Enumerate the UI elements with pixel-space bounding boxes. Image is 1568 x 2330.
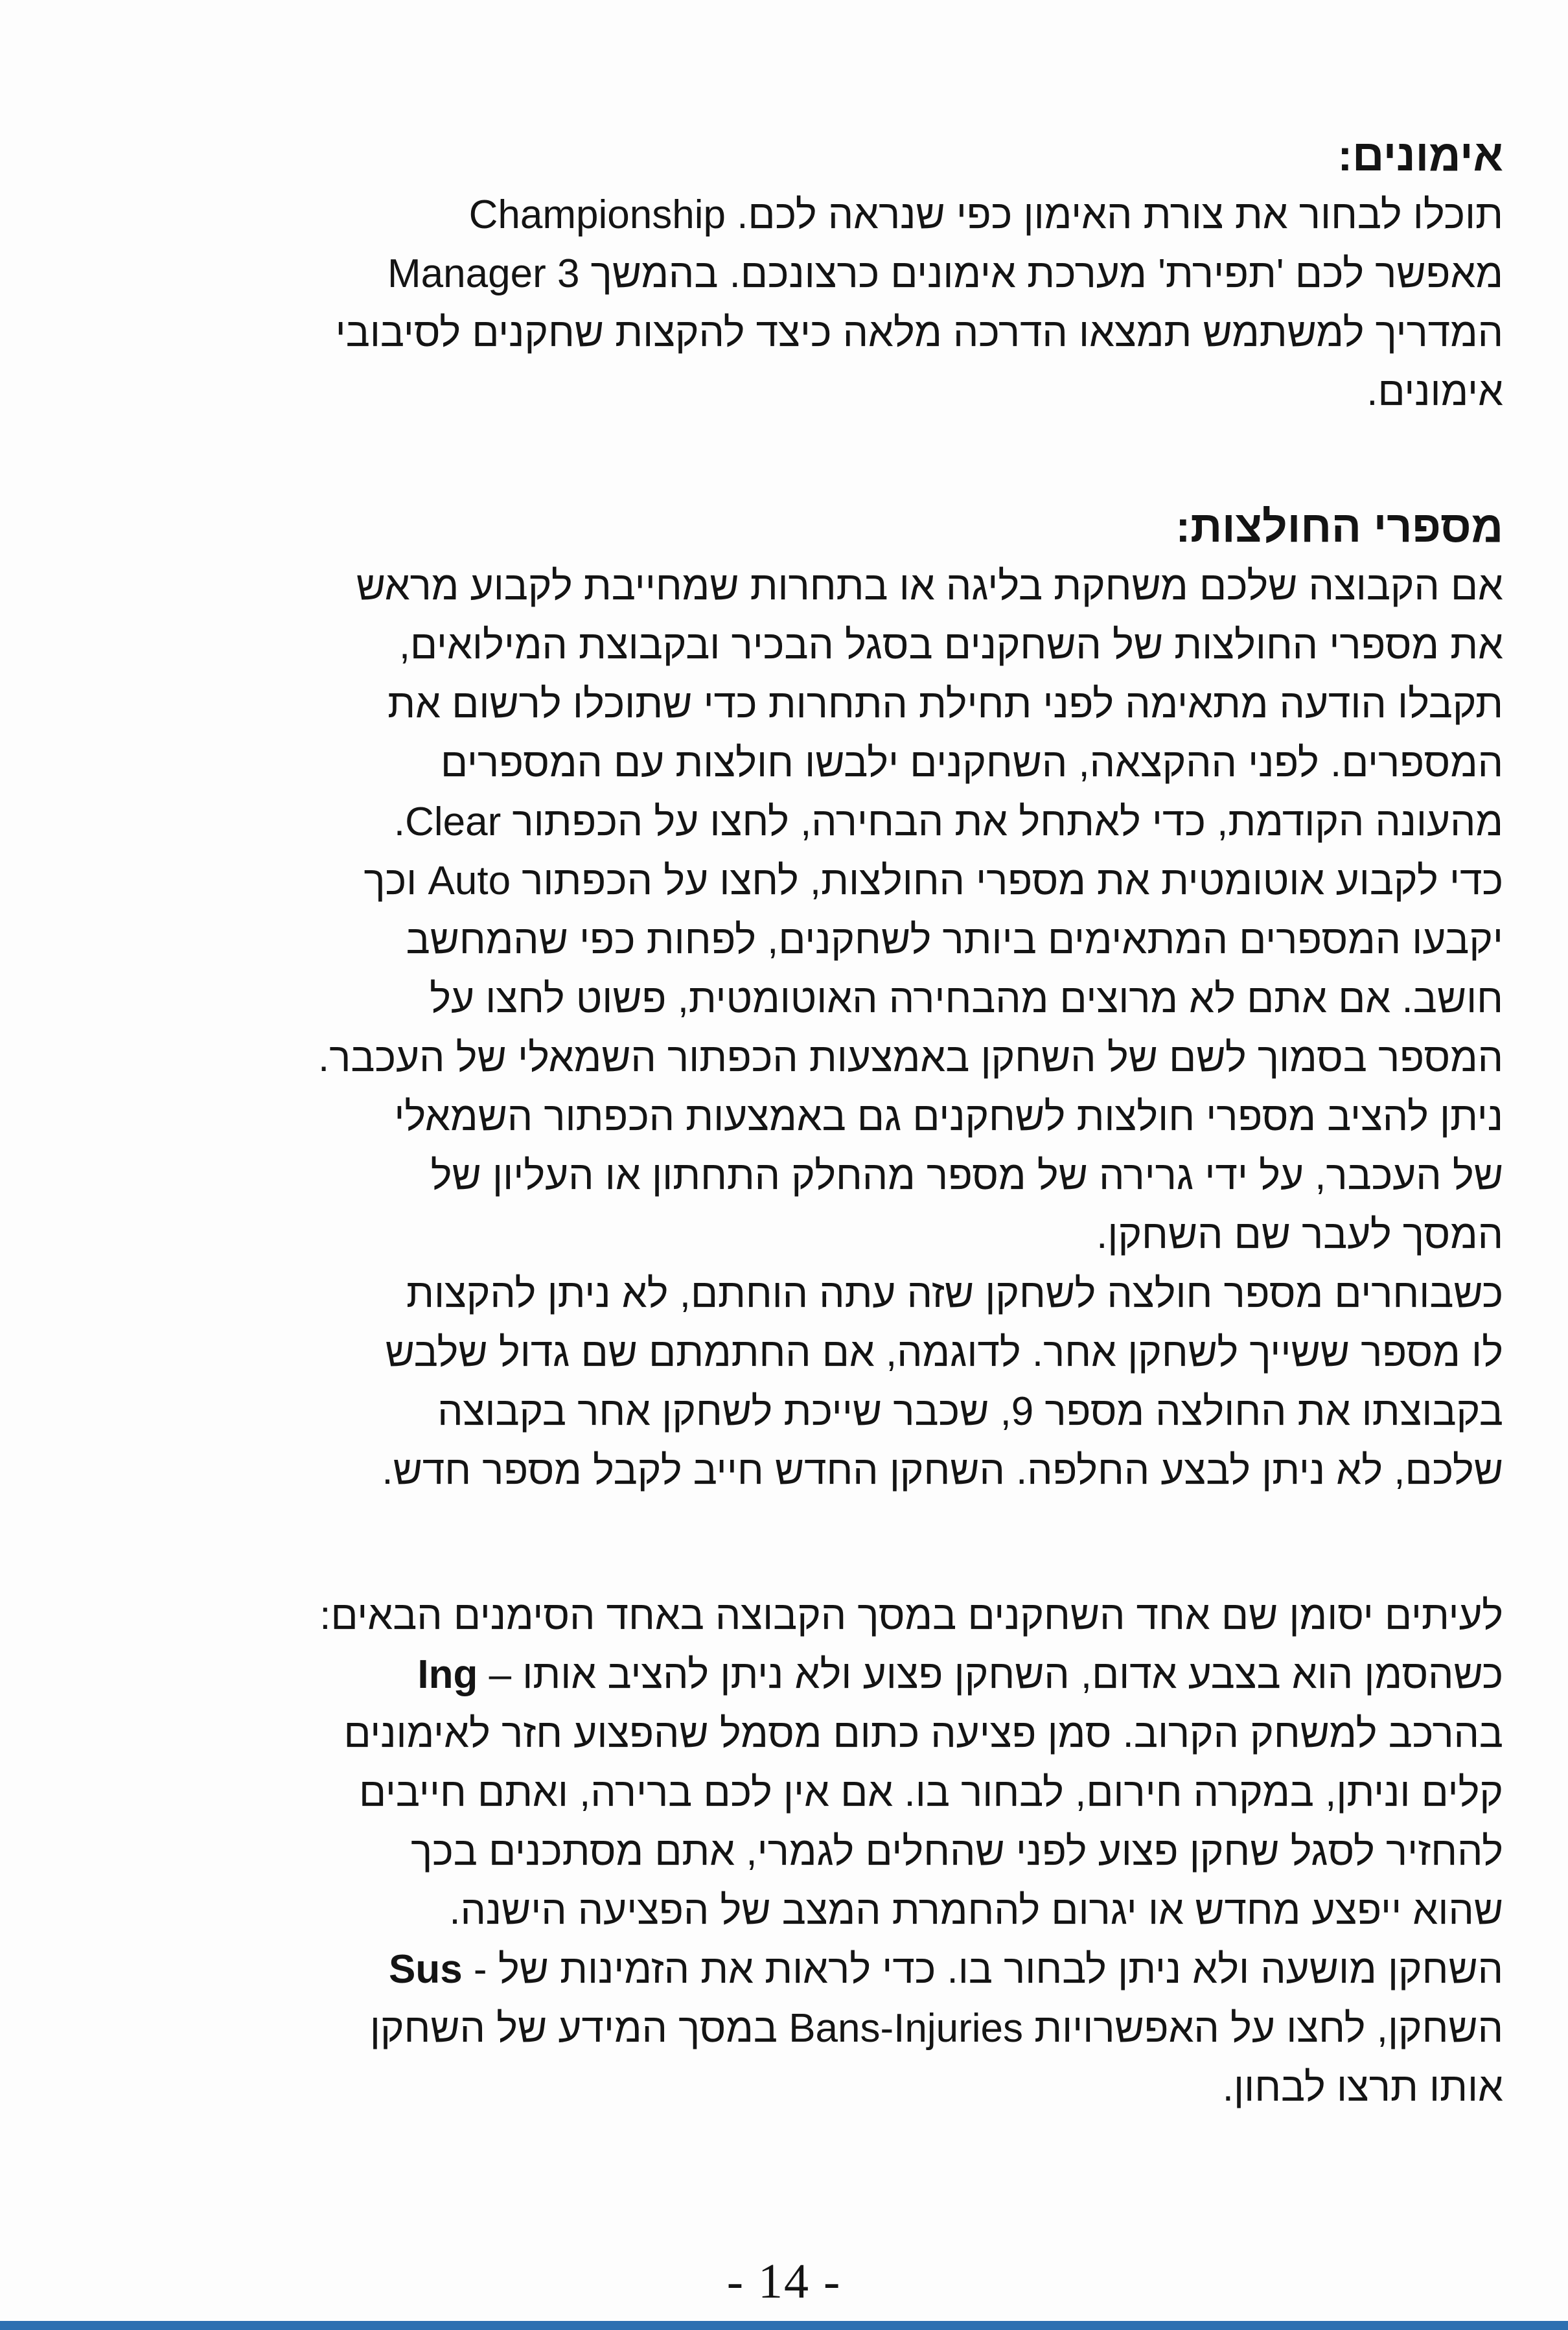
shirt-numbers-line: תקבלו הודעה מתאימה לפני תחילת התחרות כדי שתוכלו לרשום את — [387, 682, 1503, 726]
ing-mark-line: להחזיר לסגל שחקן פצוע לפני שהחלים לגמרי, אתם מסתכנים בכך — [411, 1829, 1503, 1874]
training-line: המדריך למשתמש תמצאו הדרכה מלאה כיצד להקצות שחקנים לסיבובי — [335, 310, 1503, 355]
ing-mark-text: – כשהסמן הוא בצבע אדום, השחקן פצוע ולא ניתן להציב אותו — [478, 1652, 1503, 1697]
shirt-numbers-line: אם הקבוצה שלכם משחקת בליגה או בתחרות שמחייבת לקבוע מראש — [356, 564, 1503, 608]
shirt-numbers-line: מהעונה הקודמת, כדי לאתחל את הבחירה, לחצו על הכפתור Clear. — [393, 800, 1503, 844]
shirt-numbers-line: כדי לקבוע אוטומטית את מספרי החולצות, לחצו על הכפתור Auto וכך — [363, 859, 1503, 903]
training-heading: אימונים: — [1337, 131, 1503, 180]
sus-mark-text: - השחקן מושעה ולא ניתן לבחור בו. כדי לראות את הזמינות של — [462, 1947, 1503, 1992]
ing-mark-line — [97, 1645, 1503, 1704]
sus-mark-line: השחקן, לחצו על האפשרויות Bans-Injuries במסך המידע של השחקן — [369, 2006, 1503, 2051]
training-line: Manager 3 מאפשר לכם 'תפירת' מערכת אימונים כרצונכם. בהמשך — [387, 251, 1503, 296]
shirt-numbers-line: יקבעו המספרים המתאימים ביותר לשחקנים, לפחות כפי שהמחשב — [406, 917, 1503, 962]
shirt-numbers-line: המספרים. לפני ההקצאה, השחקנים ילבשו חולצות עם המספרים — [441, 741, 1503, 785]
shirt-numbers-line: המספר בסמוך לשם של השחקן באמצעות הכפתור השמאלי של העכבר. — [318, 1035, 1503, 1080]
shirt-numbers-line: ניתן להציב מספרי חולצות לשחקנים גם באמצעות הכפתור השמאלי — [394, 1094, 1503, 1139]
training-section — [97, 126, 1503, 421]
sus-mark-label: Sus — [388, 1947, 463, 1992]
shirt-numbers-line: המסך לעבר שם השחקן. — [1096, 1212, 1503, 1257]
ing-mark-line: קלים וניתן, במקרה חירום, לבחור בו. אם אין לכם ברירה, ואתם חייבים — [359, 1770, 1503, 1815]
ing-mark-line: בהרכב למשחק הקרוב. סמן פציעה כתום מסמל שהפצוע חזר לאימונים — [343, 1711, 1503, 1756]
player-marks-intro: לעיתים יסומן שם אחד השחקנים במסך הקבוצה באחד הסימנים הבאים: — [319, 1593, 1503, 1638]
player-marks-section — [97, 1586, 1503, 2117]
ing-mark-label: Ing — [417, 1652, 478, 1697]
shirt-numbers-line: חושב. אם אתם לא מרוצים מהבחירה האוטומטית, פשוט לחצו על — [430, 976, 1503, 1021]
training-line: אימונים. — [1366, 369, 1503, 414]
shirt-numbers-line: של העכבר, על ידי גרירה של מספר מהחלק התחתון או העליון של — [430, 1153, 1503, 1198]
bottom-edge-strip — [0, 2321, 1568, 2330]
shirt-numbers-heading: מספרי החולצות: — [1175, 502, 1503, 551]
training-line: תוכלו לבחור את צורת האימון כפי שנראה לכם. Championship — [468, 192, 1503, 237]
shirt-numbers-line: שלכם, לא ניתן לבצע החלפה. השחקן החדש חייב לקבל מספר חדש. — [382, 1448, 1503, 1493]
shirt-numbers-line: לו מספר ששייך לשחקן אחר. לדוגמה, אם החתמתם שם גדול שלבש — [385, 1330, 1503, 1375]
sus-mark-line: אותו תרצו לבחון. — [1222, 2065, 1503, 2110]
shirt-numbers-line: כשבוחרים מספר חולצה לשחקן שזה עתה הוחתם, לא ניתן להקצות — [406, 1271, 1503, 1316]
shirt-numbers-section — [97, 498, 1503, 1500]
shirt-numbers-line: בקבוצתו את החולצה מספר 9, שכבר שייכת לשחקן אחר בקבוצה — [437, 1389, 1503, 1434]
ing-mark-line: שהוא ייפצע מחדש או יגרום להחמרת המצב של הפציעה הישנה. — [449, 1888, 1503, 1933]
shirt-numbers-line: את מספרי החולצות של השחקנים בסגל הבכיר ובקבוצת המילואים, — [398, 623, 1503, 667]
sus-mark-line — [97, 1940, 1503, 1999]
page-number: - 14 - — [726, 2254, 842, 2309]
